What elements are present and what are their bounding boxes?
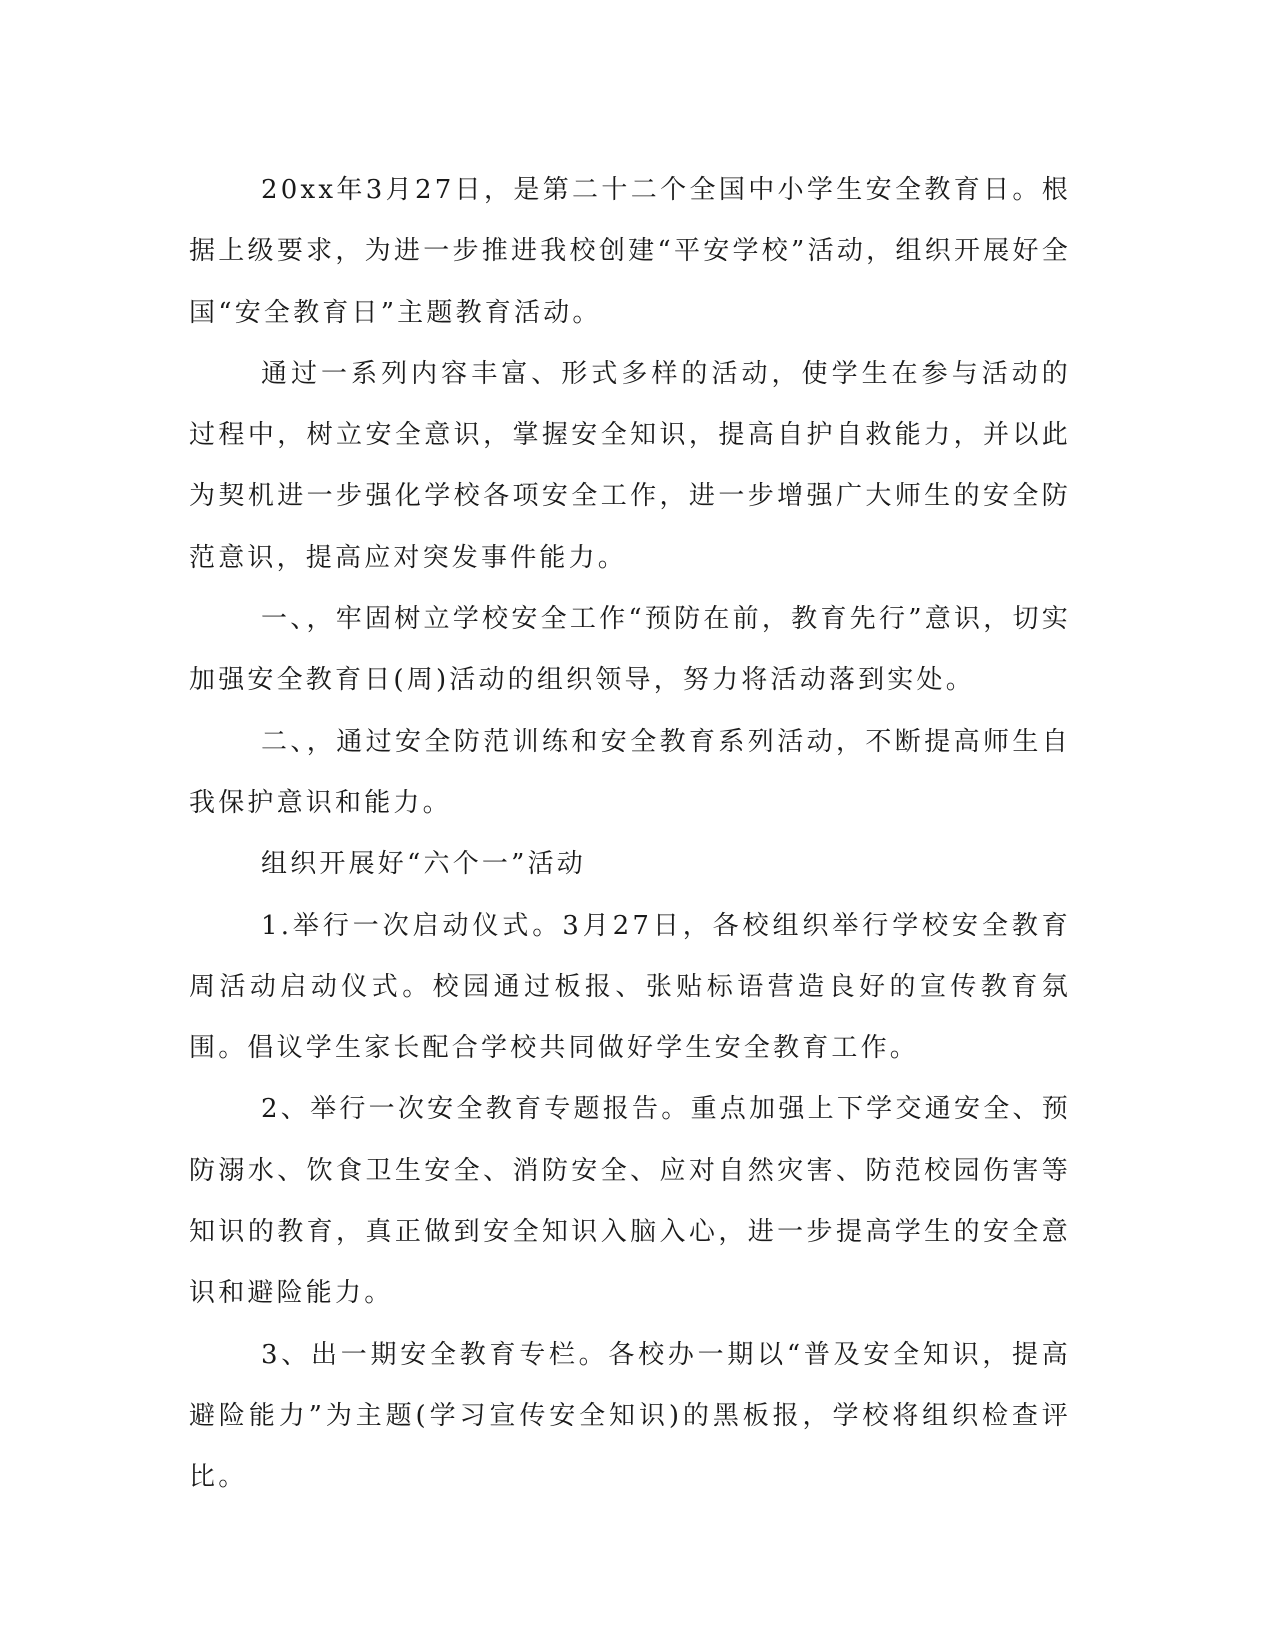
- paragraph-point-two: 二、，通过安全防范训练和安全教育系列活动，不断提高师生自我保护意识和能力。: [189, 726, 1071, 818]
- paragraph-activity-2: 2、举行一次安全教育专题报告。重点加强上下学交通安全、预防溺水、饮食卫生安全、消防安全、应对自然灾害、防范校园伤害等知识的教育，真正做到安全知识入脑入心，进一步提高学生的安全意识和避险能力。: [189, 1094, 1071, 1309]
- paragraph-purpose: 通过一系列内容丰富、形式多样的活动，使学生在参与活动的过程中，树立安全意识，掌握安全知识，提高自护自救能力，并以此为契机进一步强化学校各项安全工作，进一步增强广大师生的安全防范意识，提高应对突发事件能力。: [189, 358, 1071, 573]
- document-body: [189, 160, 1071, 1509]
- paragraph-activity-1: 1.举行一次启动仪式。3月27日，各校组织举行学校安全教育周活动启动仪式。校园通过板报、张贴标语营造良好的宣传教育氛围。倡议学生家长配合学校共同做好学生安全教育工作。: [189, 910, 1071, 1064]
- paragraph-activity-heading: 组织开展好“六个一”活动: [261, 849, 586, 880]
- paragraph-activity-3: 3、出一期安全教育专栏。各校办一期以“普及安全知识，提高避险能力”为主题(学习宣传安全知识)的黑板报，学校将组织检查评比。: [189, 1339, 1071, 1493]
- paragraph-point-one: 一、，牢固树立学校安全工作“预防在前，教育先行”意识，切实加强安全教育日(周)活动的组织领导，努力将活动落到实处。: [189, 604, 1071, 696]
- paragraph-intro: 20xx年3月27日，是第二十二个全国中小学生安全教育日。根据上级要求，为进一步推进我校创建“平安学校”活动，组织开展好全国“安全教育日”主题教育活动。: [189, 175, 1071, 328]
